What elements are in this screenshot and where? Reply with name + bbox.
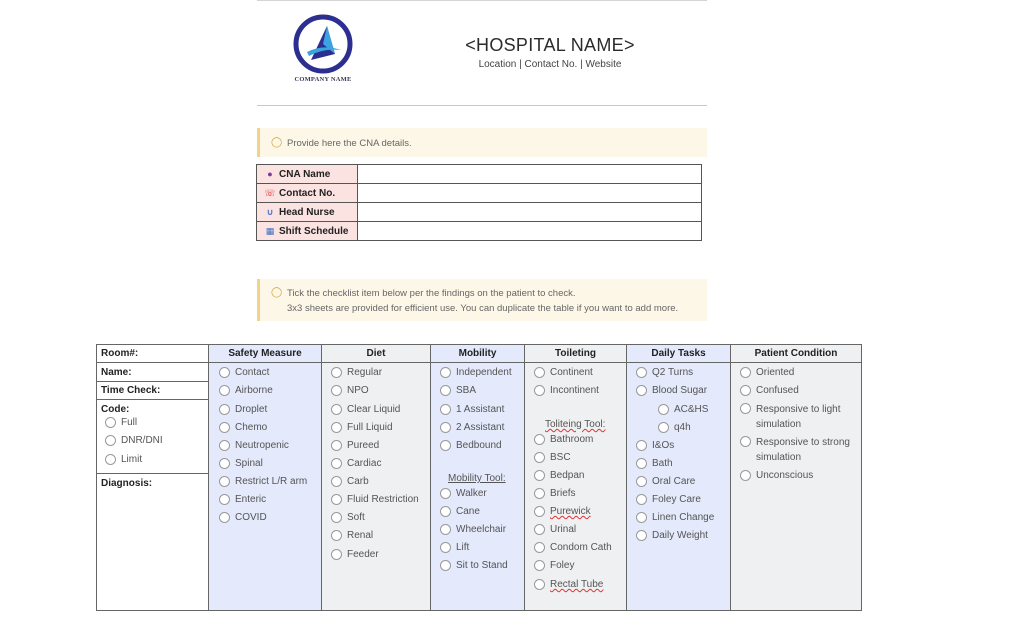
head-nurse-label: ∪ Head Nurse xyxy=(257,203,358,222)
code-cell: Code: Full DNR/DNI Limit xyxy=(97,400,208,474)
company-name: COMPANY NAME xyxy=(294,76,352,83)
table-row xyxy=(257,184,702,203)
code-label: Code: xyxy=(101,404,130,415)
lightbulb-icon: ◯ xyxy=(271,287,283,298)
cna-details-callout xyxy=(257,128,707,157)
diet-column: Diet Regular NPO Clear Liquid Full Liquid Pureed Cardiac Carb Fluid Restriction Soft Renal Feeder xyxy=(322,345,431,610)
patient-condition-column: Patient Condition Oriented Confused Responsive to light simulation Responsive to strong simulation Unconscious xyxy=(731,345,861,610)
cna-name-label: ● CNA Name xyxy=(257,165,358,184)
table-row xyxy=(257,222,702,241)
callout-text: Provide here the CNA details. xyxy=(287,138,412,149)
shift-schedule-field[interactable] xyxy=(358,222,702,241)
mobility-tool-label: Mobility Tool: xyxy=(448,473,506,484)
company-logo xyxy=(288,12,358,87)
daily-tasks-column: Daily Tasks Q2 Turns Blood Sugar AC&HS q4h I&Os Bath Oral Care Foley Care Linen Change Daily Weight xyxy=(627,345,731,610)
name-label[interactable]: Name: xyxy=(97,363,208,382)
hospital-contact-line: Location | Contact No. | Website xyxy=(478,59,622,70)
hospital-name: <HOSPITAL NAME> xyxy=(465,35,635,55)
shift-schedule-label: ▦ Shift Schedule xyxy=(257,222,358,241)
top-divider xyxy=(257,0,707,1)
toileting-header: Toileting xyxy=(525,345,626,363)
cna-name-field[interactable] xyxy=(358,165,702,184)
room-label[interactable]: Room#: xyxy=(97,345,208,363)
daily-tasks-header: Daily Tasks xyxy=(627,345,730,363)
patient-info-column xyxy=(97,345,209,610)
phone-icon: ☏ xyxy=(264,187,276,198)
diet-header: Diet xyxy=(322,345,430,363)
safety-measure-header: Safety Measure xyxy=(209,345,321,363)
calendar-icon: ▦ xyxy=(265,225,275,236)
person-icon: ● xyxy=(267,168,273,179)
patient-condition-header: Patient Condition xyxy=(731,345,861,363)
toileting-tool-label: Toliteing Tool: xyxy=(545,419,606,430)
header-divider xyxy=(257,105,707,106)
cna-details-table xyxy=(256,164,702,241)
safety-measure-column: Safety Measure Contact Airborne Droplet Chemo Neutropenic Spinal Restrict L/R arm Enteric COVID xyxy=(209,345,322,610)
contact-no-label: ☏ Contact No. xyxy=(257,184,358,203)
stethoscope-icon: ∪ xyxy=(266,206,274,217)
table-row xyxy=(257,203,702,222)
head-nurse-field[interactable] xyxy=(358,203,702,222)
callout-line-1: Tick the checklist item below per the findings on the patient to check. xyxy=(287,288,576,299)
mobility-header: Mobility xyxy=(431,345,524,363)
checklist-callout xyxy=(257,279,707,321)
contact-no-field[interactable] xyxy=(358,184,702,203)
toileting-column: Toileting Continent Incontinent Toliteing Tool: Bathroom BSC Bedpan Briefs Purewick Urinal Condom Cath Foley Rectal Tube xyxy=(525,345,627,610)
time-check-label[interactable]: Time Check: xyxy=(97,382,208,400)
diagnosis-label[interactable]: Diagnosis: xyxy=(101,478,153,489)
logo-emblem-icon xyxy=(293,14,353,74)
table-row xyxy=(257,165,702,184)
lightbulb-icon: ◯ xyxy=(271,137,283,148)
patient-checklist-table xyxy=(96,344,862,611)
callout-line-2: 3x3 sheets are provided for efficient use. You can duplicate the table if you want to add more. xyxy=(287,303,679,314)
mobility-column: Mobility Independent SBA 1 Assistant 2 Assistant Bedbound Mobility Tool: Walker Cane Wheelchair Lift Sit to Stand xyxy=(431,345,525,610)
